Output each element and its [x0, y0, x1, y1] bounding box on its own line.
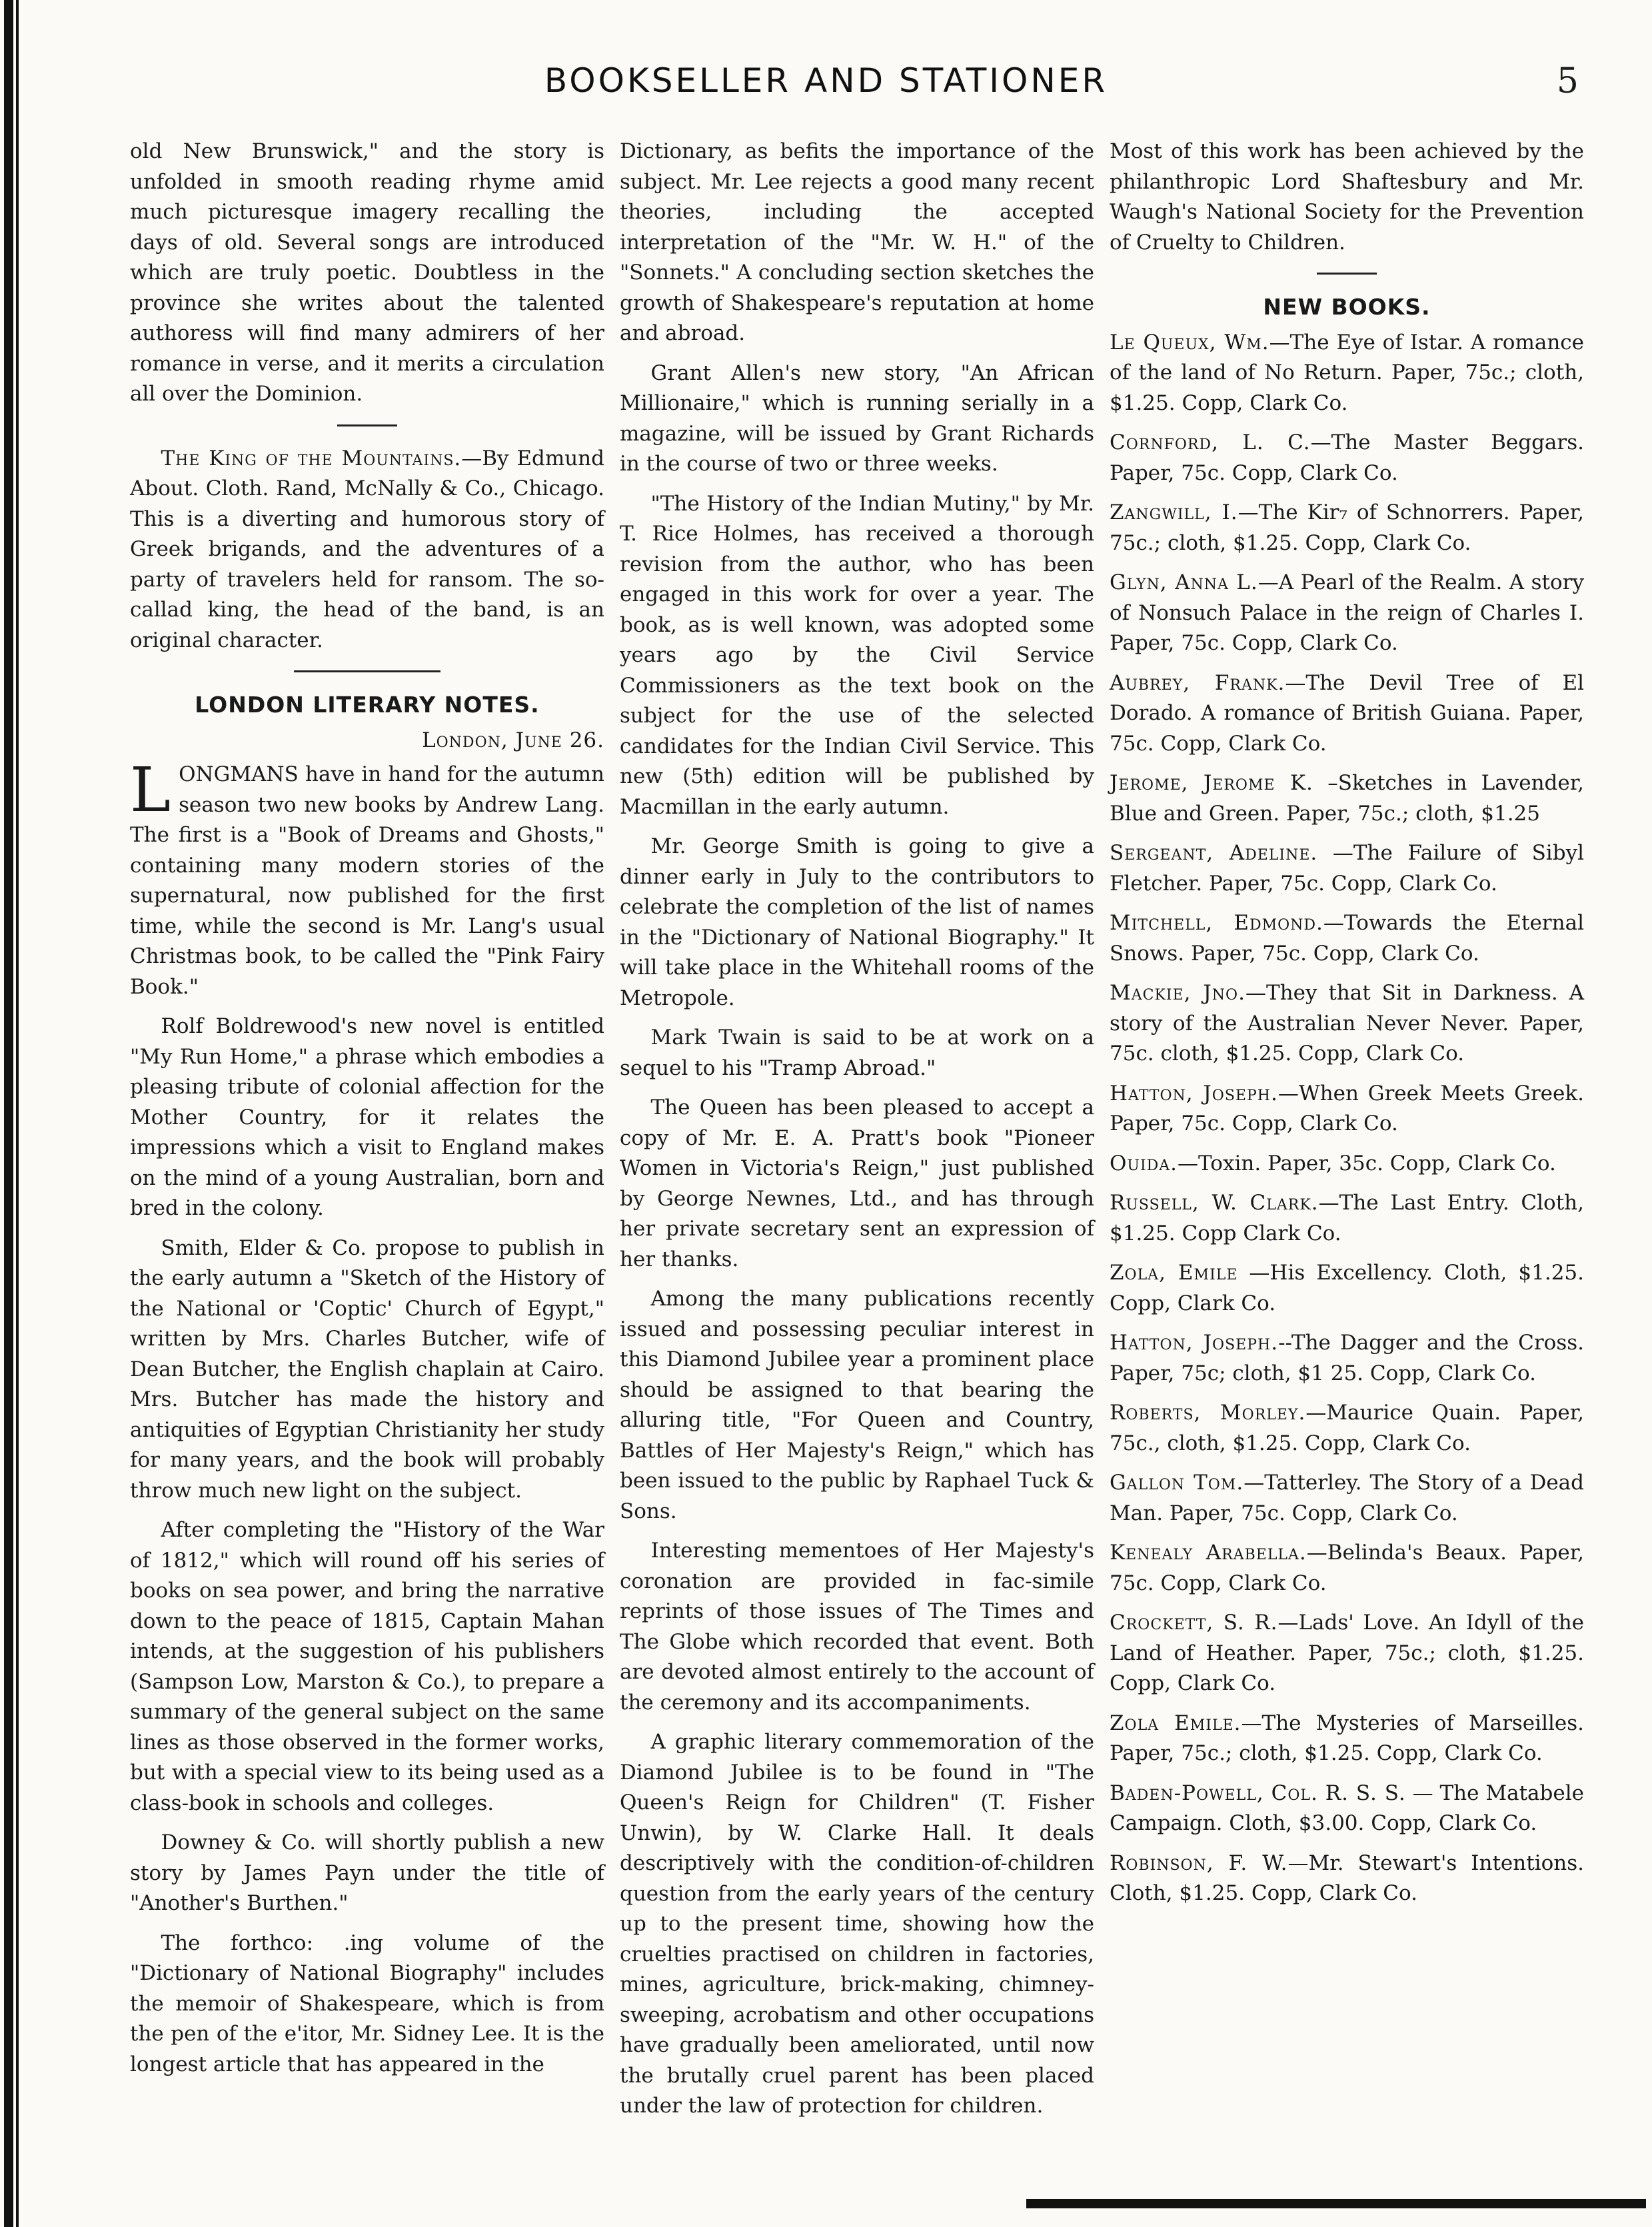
book-author: Roberts, Morley.	[1110, 1401, 1306, 1425]
book-entry	[1110, 1538, 1584, 1599]
section-heading: LONDON LITERARY NOTES.	[195, 692, 540, 718]
paragraph: Interesting mementoes of Her Majesty's coronation are provided in fac-simile reprints of those issues of The Times and The Globe which recorded that event. Both are devoted almost entirely to the account of the ceremony and its accompaniments.	[620, 1539, 1094, 1715]
book-details: —When Greek Meets Greek. Paper, 75c. Copp, Clark Co.	[1110, 1081, 1584, 1135]
book-entry	[1110, 1188, 1584, 1249]
review-title: The King of the Mountains.	[161, 446, 462, 470]
book-entry	[1110, 428, 1584, 488]
book-details: —Tatterley. The Story of a Dead Man. Paper, 75c. Copp, Clark Co.	[1110, 1471, 1585, 1525]
column-2	[620, 137, 1094, 2131]
book-entry	[1110, 768, 1584, 829]
book-details: —Towards the Eternal Snows. Paper, 75c. Copp, Clark Co.	[1110, 911, 1584, 966]
book-details: — The Matabele Campaign. Cloth, $3.00. Copp, Clark Co.	[1110, 1781, 1584, 1835]
paragraph: The Queen has been pleased to accept a copy of Mr. E. A. Pratt's book "Pioneer Women in Victoria's Reign," just published by George Newnes, Ltd., and has through her private secretary sent an expression of her thanks.	[620, 1096, 1094, 1271]
paragraph: After completing the "History of the War of 1812," which will round off his series of books on sea power, and bring the narrative down to the peace of 1815, Captain Mahan intends, at the suggestion of his publishers (Sampson Low, Marston & Co.), to prepare a summary of the general subject on the same lines as those observed in the former works, but with a special view to its being used as a class-book in schools and colleges.	[130, 1518, 604, 1815]
book-details: —Mr. Stewart's Intentions. Cloth, $1.25. Copp, Clark Co.	[1110, 1851, 1584, 1905]
book-author: Zola, Emile	[1110, 1261, 1238, 1285]
book-details: —The Eye of Istar. A romance of the land of No Return. Paper, 75c.; cloth, $1.25. Copp, Clark Co.	[1110, 330, 1584, 415]
left-margin-rule	[4, 0, 13, 2227]
column-1	[130, 137, 604, 2089]
paragraph: Grant Allen's new story, "An African Millionaire," which is running serially in a magazine, will be issued by Grant Richards in the course of two or three weeks.	[620, 361, 1094, 476]
book-author: Zangwill, I.	[1110, 500, 1238, 524]
new-books-list	[1110, 328, 1584, 1909]
book-details: —A Pearl of the Realm. A story of Nonsuch Palace in the reign of Charles I. Paper, 75c. Copp, Clark Co.	[1110, 570, 1584, 655]
book-author: Sergeant, Adeline.	[1110, 841, 1318, 865]
book-author: Baden-Powell, Col. R. S. S.	[1110, 1781, 1406, 1805]
book-author: Kenealy Arabella.	[1110, 1541, 1307, 1565]
book-details: —The Kir₇ of Schnorrers. Paper, 75c.; cloth, $1.25. Copp, Clark Co.	[1110, 500, 1584, 555]
column-3	[1110, 137, 1584, 1918]
paragraph: Among the many publications recently issued and possessing peculiar interest in this Diamond Jubilee year a prominent place should be assigned to that bearing the alluring title, "For Queen and Country, Battles of Her Majesty's Reign," which has been issued to the public by Raphael Tuck & Sons.	[620, 1287, 1094, 1523]
book-author: Gallon Tom.	[1110, 1471, 1244, 1495]
book-entry	[1110, 328, 1584, 419]
book-author: Mitchell, Edmond.	[1110, 911, 1323, 935]
book-author: Le Queux, Wm.	[1110, 330, 1269, 355]
book-entry	[1110, 1709, 1584, 1769]
paragraph: Mr. George Smith is going to give a dinner early in July to the contributors to celebrate the completion of the list of names in the "Dictionary of National Biography." It will take place in the Whitehall rooms of the Metropole.	[620, 834, 1094, 1010]
paragraph: Smith, Elder & Co. propose to publish in the early autumn a "Sketch of the History of the National or 'Coptic' Church of Egypt," written by Mrs. Charles Butcher, wife of Dean Butcher, the English chaplain at Cairo. Mrs. Butcher has made the history and antiquities of Egyptian Christianity her study for many years, and the book will probably throw much new light on the subject.	[130, 1235, 604, 1503]
running-header: BOOKSELLER AND STATIONER	[544, 61, 1108, 100]
dateline: London, June 26.	[422, 728, 604, 752]
book-details: —Belinda's Beaux. Paper, 75c. Copp, Clark Co.	[1110, 1541, 1584, 1595]
book-details: –Sketches in Lavender, Blue and Green. Paper, 75c.; cloth, $1.25	[1110, 771, 1584, 826]
page-number: 5	[1556, 61, 1579, 101]
book-author: Ouida.	[1110, 1151, 1178, 1175]
paragraph: "The History of the Indian Mutiny," by Mr. T. Rice Holmes, has received a thorough revision from the author, who has been engaged in this work for over a year. The book, as is well known, was adopted some years ago by the Civil Service Commissioners as the text book on the subject for the use of the selected candidates for the Indian Civil Service. This new (5th) edition will be published by Macmillan in the early autumn.	[620, 491, 1094, 819]
drop-cap: L	[130, 754, 171, 826]
book-author: Zola Emile.	[1110, 1711, 1241, 1735]
paragraph: Rolf Boldrewood's new novel is entitled "My Run Home," a phrase which embodies a pleasing tribute of colonial affection for the Mother Country, for it relates the impressions which a visit to England makes on the mind of a young Australian, born and bred in the colony.	[130, 1014, 604, 1220]
paragraph	[130, 754, 604, 1002]
book-entry	[1110, 1608, 1584, 1699]
book-author: Russell, W. Clark.	[1110, 1191, 1319, 1215]
book-author: Cornford, L. C.	[1110, 430, 1311, 454]
book-entry	[1110, 1849, 1584, 1909]
book-author: Glyn, Anna L.	[1110, 570, 1258, 594]
book-entry	[1110, 568, 1584, 659]
book-author: Robinson, F. W.	[1110, 1851, 1288, 1875]
bottom-rule	[1026, 2199, 1646, 2208]
book-details: —Maurice Quain. Paper, 75c., cloth, $1.25. Copp, Clark Co.	[1110, 1401, 1585, 1455]
paragraph: Mark Twain is said to be at work on a sequel to his "Tramp Abroad."	[620, 1026, 1094, 1080]
book-details: --The Dagger and the Cross. Paper, 75c; cloth, $1 25. Copp, Clark Co.	[1110, 1331, 1585, 1385]
divider	[337, 424, 397, 426]
book-details: —The Failure of Sibyl Fletcher. Paper, 75c. Copp, Clark Co.	[1110, 841, 1584, 896]
divider	[294, 670, 440, 672]
book-details: —They that Sit in Darkness. A story of the Australian Never Never. Paper, 75c. cloth, $1.25. Copp, Clark Co.	[1110, 981, 1584, 1066]
book-entry	[1110, 978, 1584, 1070]
continued-paragraph: Dictionary, as befits the importance of the subject. Mr. Lee rejects a good many recent theories, including the accepted interpretation of the "Mr. W. H." of the "Sonnets." A concluding section sketches the growth of Shakespeare's reputation at home and abroad.	[620, 139, 1094, 345]
paragraph-text: ONGMANS have in hand for the autumn season two new books by Andrew Lang. The first is a "Book of Dreams and Ghosts," containing many modern stories of the supernatural, now published for the first time, while the second is Mr. Lang's usual Christmas book, to be called the "Pink Fairy Book."	[130, 762, 604, 999]
book-details: —His Excellency. Cloth, $1.25. Copp, Clark Co.	[1110, 1261, 1584, 1315]
book-author: Hatton, Joseph.	[1110, 1081, 1278, 1106]
book-entry	[1110, 498, 1584, 558]
book-details: —The Master Beggars. Paper, 75c. Copp, Clark Co.	[1110, 430, 1584, 485]
continued-paragraph: old New Brunswick," and the story is unfolded in smooth reading rhyme amid much picturesque imagery recalling the days of old. Several songs are introduced which are truly poetic. Doubtless in the province she writes about the talented authoress will find many admirers of her romance in verse, and it merits a circulation all over the Dominion.	[130, 139, 604, 406]
book-entry	[1110, 1258, 1584, 1319]
book-details: —Lads' Love. An Idyll of the Land of Heather. Paper, 75c.; cloth, $1.25. Copp, Clark Co.	[1110, 1611, 1585, 1695]
book-entry	[1110, 838, 1584, 899]
book-entry	[1110, 668, 1584, 760]
book-entry	[1110, 1149, 1584, 1179]
book-entry	[1110, 908, 1584, 969]
section-heading: NEW BOOKS.	[1263, 294, 1431, 320]
book-author: Jerome, Jerome K.	[1110, 771, 1313, 795]
review-paragraph	[130, 444, 604, 656]
review-body: —By Edmund About. Cloth. Rand, McNally & Co., Chicago. This is a diverting and humorous story of Greek brigands, and the adventures of a party of travelers held for ransom. The so-callad king, the head of the band, is an original character.	[130, 446, 604, 652]
book-details: —The Last Entry. Cloth, $1.25. Copp Clark Co.	[1110, 1191, 1584, 1245]
book-details: —Toxin. Paper, 35c. Copp, Clark Co.	[1178, 1151, 1556, 1175]
divider	[1317, 273, 1377, 275]
book-author: Hatton, Joseph.	[1110, 1331, 1279, 1355]
paragraph: Downey & Co. will shortly publish a new story by James Payn under the title of "Another's Burthen."	[130, 1831, 604, 1915]
book-entry	[1110, 1779, 1584, 1839]
book-entry	[1110, 1468, 1584, 1529]
book-author: Mackie, Jno.	[1110, 981, 1245, 1005]
left-margin-rule-inner	[16, 0, 19, 2227]
book-details: —The Devil Tree of El Dorado. A romance of British Guiana. Paper, 75c. Copp, Clark Co.	[1110, 670, 1584, 756]
book-author: Crockett, S. R.	[1110, 1611, 1278, 1635]
book-entry	[1110, 1398, 1584, 1459]
book-details: —The Mysteries of Marseilles. Paper, 75c.; cloth, $1.25. Copp, Clark Co.	[1110, 1711, 1585, 1765]
book-author: Aubrey, Frank.	[1110, 670, 1285, 695]
paragraph: The forthco: .ing volume of the "Dictionary of National Biography" includes the memoir of Shakespeare, which is from the pen of the e'itor, Mr. Sidney Lee. It is the longest article that has appeared in the	[130, 1930, 604, 2076]
book-entry	[1110, 1328, 1584, 1389]
book-entry	[1110, 1079, 1584, 1139]
paragraph: A graphic literary commemoration of the Diamond Jubilee is to be found in "The Queen's Reign for Children" (T. Fisher Unwin), by W. Clarke Hall. It deals descriptively with the condition-of-children question from the early years of the century up to the present time, showing how the cruelties practised on children in factories, mines, agriculture, brick-making, chimney-sweeping, acrobatism and other occupations have gradually been ameliorated, until now the brutally cruel parent has been placed under the law of protection for children.	[620, 1730, 1094, 2118]
continued-paragraph: Most of this work has been achieved by the philanthropic Lord Shaftesbury and Mr. Waugh's National Society for the Prevention of Cruelty to Children.	[1110, 139, 1584, 255]
